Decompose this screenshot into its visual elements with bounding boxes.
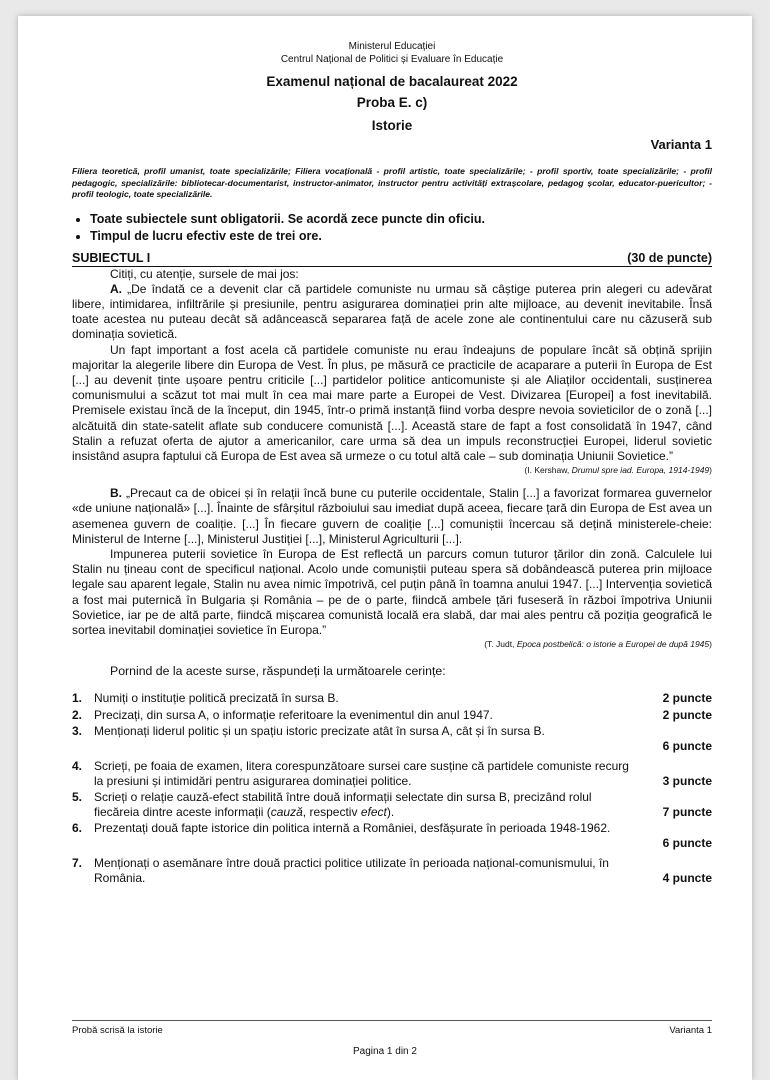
page-footer [72, 1020, 712, 1036]
questions-intro: Pornind de la aceste surse, răspundeți la următoarele cerințe: [110, 664, 446, 679]
exam-title: Examenul național de bacalaureat 2022 [266, 74, 518, 89]
question-points: 6 puncte [662, 835, 712, 850]
source-a-label: A. [110, 281, 122, 296]
source-b-citation: (T. Judt, Epoca postbelică: o istorie a Europei de după 1945) [484, 639, 712, 650]
footer-left: Probă scrisă la istorie [72, 1025, 163, 1036]
page-number: Pagina 1 din 2 [353, 1046, 417, 1057]
question-points: 6 puncte [662, 738, 712, 753]
exam-page [18, 16, 752, 1080]
section-title: SUBIECTUL I [72, 250, 151, 265]
source-b-paragraph-2: Impunerea puterii sovietice în Europa de Est reflectă un parcurs comun tuturor țărilor din zonă. Calculele lui Stalin nu țineau cont de specificul național. Acolo unde comuniștii puteau spera să dobândească puterea prin mijloace legale sau aparent legale, Stalin nu avea nimic împotrivă, cel puțin până în toamna anului 1947. [...] Intervenția sovietică a fost mai puternică în Bulgaria și România – pe de o parte, fiindcă ambele țări fuseseră în război împotriva Uniunii Sovietice, iar pe de altă parte, fiindcă mișcarea comunistă locală era slabă, dar mai ales pentru că poziția geografică le sortea inevitabil dominației sovietice în Europa.” [72, 546, 712, 637]
rule-item: • Timpul de lucru efectiv este de trei ore. [90, 228, 712, 245]
proba-label: Proba E. c) [356, 95, 428, 110]
question-item: 3. Menționați liderul politic și un spațiu istoric precizate atât în sursa A, cât și în sursa B. [72, 724, 545, 739]
question-item: 5. Scrieți o relație cauză-efect stabilită între două informații selectate din sursa B, precizând rolul fiecăreia dintre aceste informații (cauză, respectiv efect). 7 puncte [72, 790, 712, 819]
source-a-citation: (I. Kershaw, Drumul spre iad. Europa, 1914-1949) [524, 465, 712, 476]
footer-right: Varianta 1 [669, 1025, 712, 1036]
section-header [72, 251, 712, 267]
sources-block [72, 267, 712, 651]
page-content [72, 40, 712, 885]
questions-list [72, 691, 712, 885]
ministry-name: Ministerul Educației [348, 41, 436, 52]
question-item: 2. Precizați, din sursa A, o informație referitoare la evenimentul din anul 1947. 2 puncte [72, 707, 712, 722]
question-item: 1. Numiți o instituție politică precizată în sursa B. 2 puncte [72, 691, 712, 706]
rules-list [72, 211, 712, 245]
source-a-paragraph-1: A. „De îndată ce a devenit clar că partidele comuniste nu urmau să câștige puterea prin alegeri cu adevărat libere, intimidarea, infiltrările și presiunile, pentru asigurarea dominației prin alte mijloace, au devenit inevitabile. Însă toate acestea nu puteau decât să adâncească separarea față de acele zone ale continentului care nu căzuseră sub dominația sovietică. [72, 281, 712, 342]
subject-name: Istorie [371, 118, 413, 133]
source-b-paragraph-1: B. „Precaut ca de obicei și în relații încă bune cu puterile occidentale, Stalin [...] a favorizat formarea guvernelor «de uniune națională» [...]. Înainte de sfârșitul războiului sau imediat după aceea, fiecare țară din Europa de Est avea un asemenea guvern de coaliție. [...] În fiecare guvern de coaliție [...] comuniștii încercau să dețină ministerele-cheie: Ministerul de Interne [...], Ministerul Justiției [...], Ministerul Agriculturii [...]. [72, 486, 712, 546]
section-points: (30 de puncte) [627, 250, 712, 265]
center-name: Centrul Național de Politici și Evaluare în Educație [280, 54, 504, 65]
source-b-label: B. [110, 486, 122, 501]
question-item: 6. Prezentați două fapte istorice din politica internă a României, desfășurate în perioada 1948-1962. [72, 821, 611, 836]
question-item: 7. Menționați o asemănare între două practici politice utilizate în perioada național-comunismului, în România. 4 puncte [72, 856, 712, 885]
question-item: 4. Scrieți, pe foaia de examen, litera corespunzătoare sursei care susține că partidele comuniste recurg la presiuni și intimidări pentru asigurarea dominației politice. 3 puncte [72, 759, 712, 788]
intro-text: Citiți, cu atenție, sursele de mai jos: [110, 266, 299, 281]
rule-item: • Toate subiectele sunt obligatorii. Se acordă zece puncte din oficiu. [90, 211, 712, 228]
filiera-text: Filiera teoretică, profil umanist, toate specializările; Filiera vocațională - profil artistic, toate specializările; - profil sportiv, toate specializările; - profil pedagogic, specializările: bibliotecar-documentarist, instructor-animator, instructor pentru activități extrașcolare, pedagog școlar, educator-puericultor; - profil teologic, toate specializările. [72, 166, 712, 199]
source-a-paragraph-2: Un fapt important a fost acela că partidele comuniste nu erau îndeajuns de populare încât să obțină sprijin majoritar la alegerile libere din Europa de Vest. În plus, pe măsură ce practicile de acaparare a puterii în Europa de Est [...] au devenit ținte ușoare pentru criticile [...] partidelor politice anticomuniste și ale Aliaților occidentali, susținerea comunismului a scăzut tot mai mult în cea mai mare parte a Europei de Vest. Divizarea [Europei] a fost inevitabilă. Premisele existau încă de la început, din 1945, într-o primă instanță fiind vorba despre nevoia sovieticilor de o zonă [...] alcătuită din state-satelit aflate sub conducere comunistă [...]. Această stare de fapt a fost consolidată în 1947, când Stalin a refuzat oferta de ajutor a americanilor, care urma să dea un impuls reconstrucției Europei, liderul sovietic insistând asupra faptului că Europa de Est avea să urmeze o cu totul altă cale – sub dominația Uniunii Sovietice.” [72, 342, 712, 463]
variant-label: Varianta 1 [650, 137, 712, 152]
